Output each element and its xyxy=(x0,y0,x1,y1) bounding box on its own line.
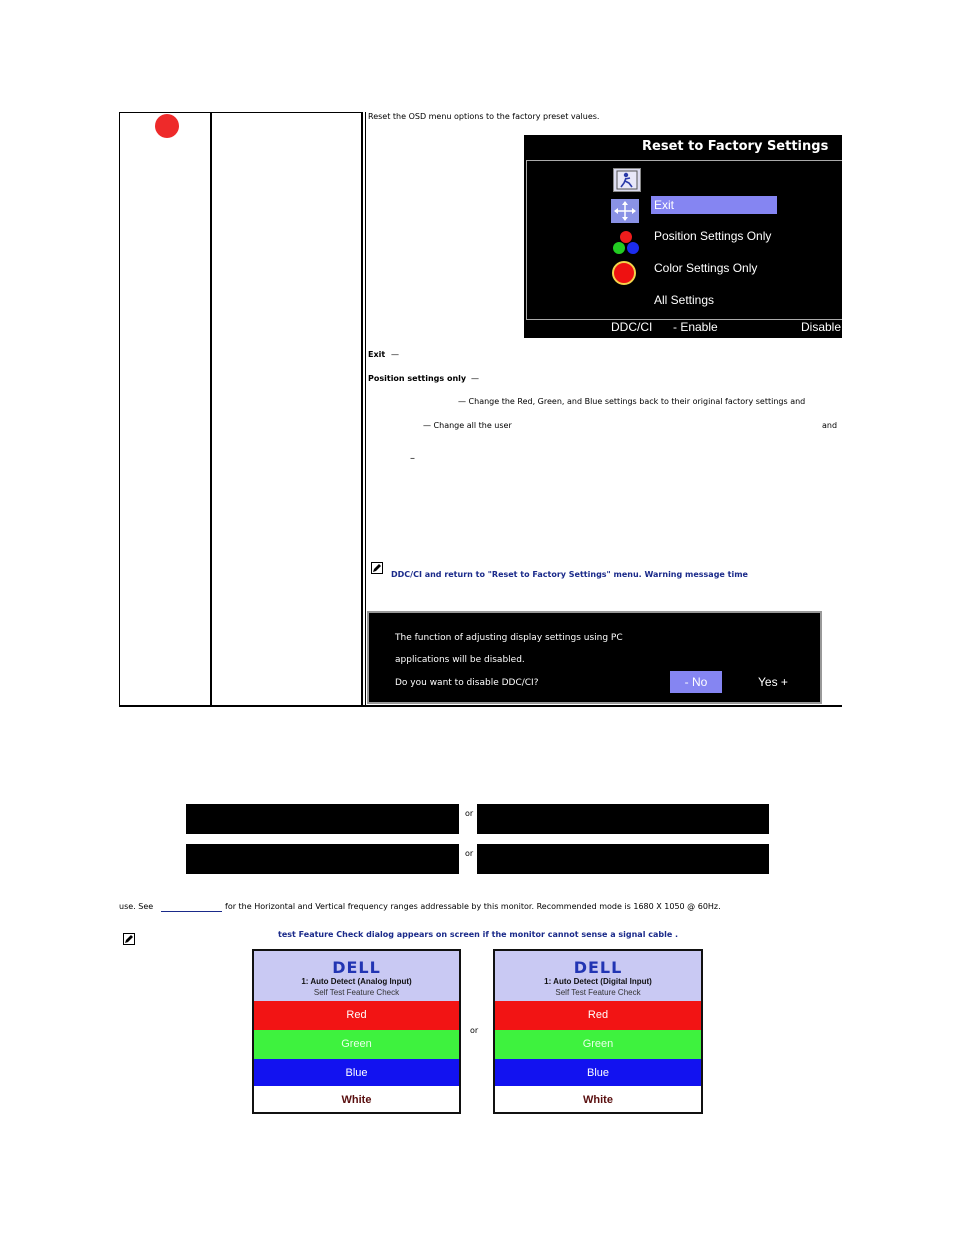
dell-logo-icon: DELL xyxy=(573,958,623,977)
osd-item-exit[interactable]: Exit xyxy=(654,198,675,212)
ddc-note-text: DDC/CI and return to "Reset to Factory Settings" menu. Warning message time xyxy=(391,570,748,579)
table-cell-name xyxy=(211,112,362,707)
osd-ddc-enable[interactable]: - Enable xyxy=(673,320,718,334)
band-red: Red xyxy=(254,1001,459,1030)
feature-check-input-line: 1: Auto Detect (Digital Input) xyxy=(544,977,652,986)
position-dash: — xyxy=(471,374,479,383)
band-white: White xyxy=(495,1086,701,1114)
position-arrows-icon xyxy=(611,199,639,223)
reset-intro-text: Reset the OSD menu options to the factory preset values. xyxy=(368,112,600,121)
or-label-2: or xyxy=(465,849,474,858)
feature-check-title-line: Self Test Feature Check xyxy=(555,988,641,997)
self-test-text-after: for the Horizontal and Vertical frequency ranges addressable by this monitor. Recommended mode is 1680 X 1050 @ 60Hz. xyxy=(225,902,721,911)
black-bar-4 xyxy=(477,844,769,874)
dell-logo-icon: DELL xyxy=(332,958,381,977)
ddc-dialog-line2: applications will be disabled. xyxy=(395,655,525,665)
color-dots-icon xyxy=(611,229,641,257)
band-green: Green xyxy=(254,1030,459,1059)
osd-menu-body xyxy=(526,160,842,334)
note-icon xyxy=(371,559,383,571)
osd-item-all[interactable]: All Settings xyxy=(654,293,715,307)
ddc-dialog-line1: The function of adjusting display settings using PC xyxy=(395,633,623,643)
osd-item-color[interactable]: Color Settings Only xyxy=(654,261,758,275)
table-cell-icon xyxy=(119,112,211,707)
red-circle-icon xyxy=(155,114,179,138)
band-green: Green xyxy=(495,1030,701,1059)
band-blue: Blue xyxy=(254,1059,459,1088)
band-red: Red xyxy=(495,1001,701,1030)
osd-ddc-disable[interactable]: Disable xyxy=(801,320,842,334)
osd-title: Reset to Factory Settings xyxy=(642,139,829,154)
ddc-dialog-line3: Do you want to disable DDC/CI? xyxy=(395,678,539,688)
feature-check-input-line: 1: Auto Detect (Analog Input) xyxy=(301,977,412,986)
osd-ddc-label: DDC/CI xyxy=(611,320,653,334)
specs-link[interactable] xyxy=(161,911,222,912)
feature-check-note: test Feature Check dialog appears on screen if the monitor cannot sense a signal cable . xyxy=(278,930,679,939)
feature-check-title-line: Self Test Feature Check xyxy=(313,988,400,997)
note-icon-2 xyxy=(123,930,135,942)
feature-check-or: or xyxy=(470,1026,479,1035)
ddc-no-button[interactable]: - No xyxy=(670,671,722,693)
exit-label: Exit xyxy=(368,350,386,359)
exit-dash: — xyxy=(391,350,399,359)
self-test-text-before: use. See xyxy=(119,902,154,911)
table-bottom-rule xyxy=(119,705,842,707)
color-settings-text: — Change the Red, Green, and Blue settings back to their original factory settings and xyxy=(458,397,806,406)
position-label: Position settings only xyxy=(368,374,467,383)
feature-check-header xyxy=(254,951,459,1001)
black-bar-2 xyxy=(477,804,769,834)
feature-check-header xyxy=(495,951,701,1001)
all-settings-text: — Change all the user xyxy=(423,421,512,430)
ddc-yes-button[interactable]: Yes + xyxy=(758,675,788,689)
table-desc-left-rule xyxy=(362,112,366,707)
or-label-1: or xyxy=(465,809,474,818)
all-settings-text-end: and xyxy=(822,421,838,430)
black-bar-3 xyxy=(186,844,459,874)
color-text-clip xyxy=(458,397,842,409)
osd-item-position[interactable]: Position Settings Only xyxy=(654,229,772,243)
ddc-warning-dialog xyxy=(367,611,822,704)
feature-check-analog xyxy=(252,949,461,1114)
black-bar-1 xyxy=(186,804,459,834)
osd-reset-menu xyxy=(524,135,842,338)
all-settings-icon xyxy=(612,261,636,285)
exit-icon xyxy=(613,168,641,192)
lone-dash: – xyxy=(410,453,415,464)
feature-check-digital xyxy=(493,949,703,1114)
band-white: White xyxy=(254,1086,459,1114)
band-blue: Blue xyxy=(495,1059,701,1088)
